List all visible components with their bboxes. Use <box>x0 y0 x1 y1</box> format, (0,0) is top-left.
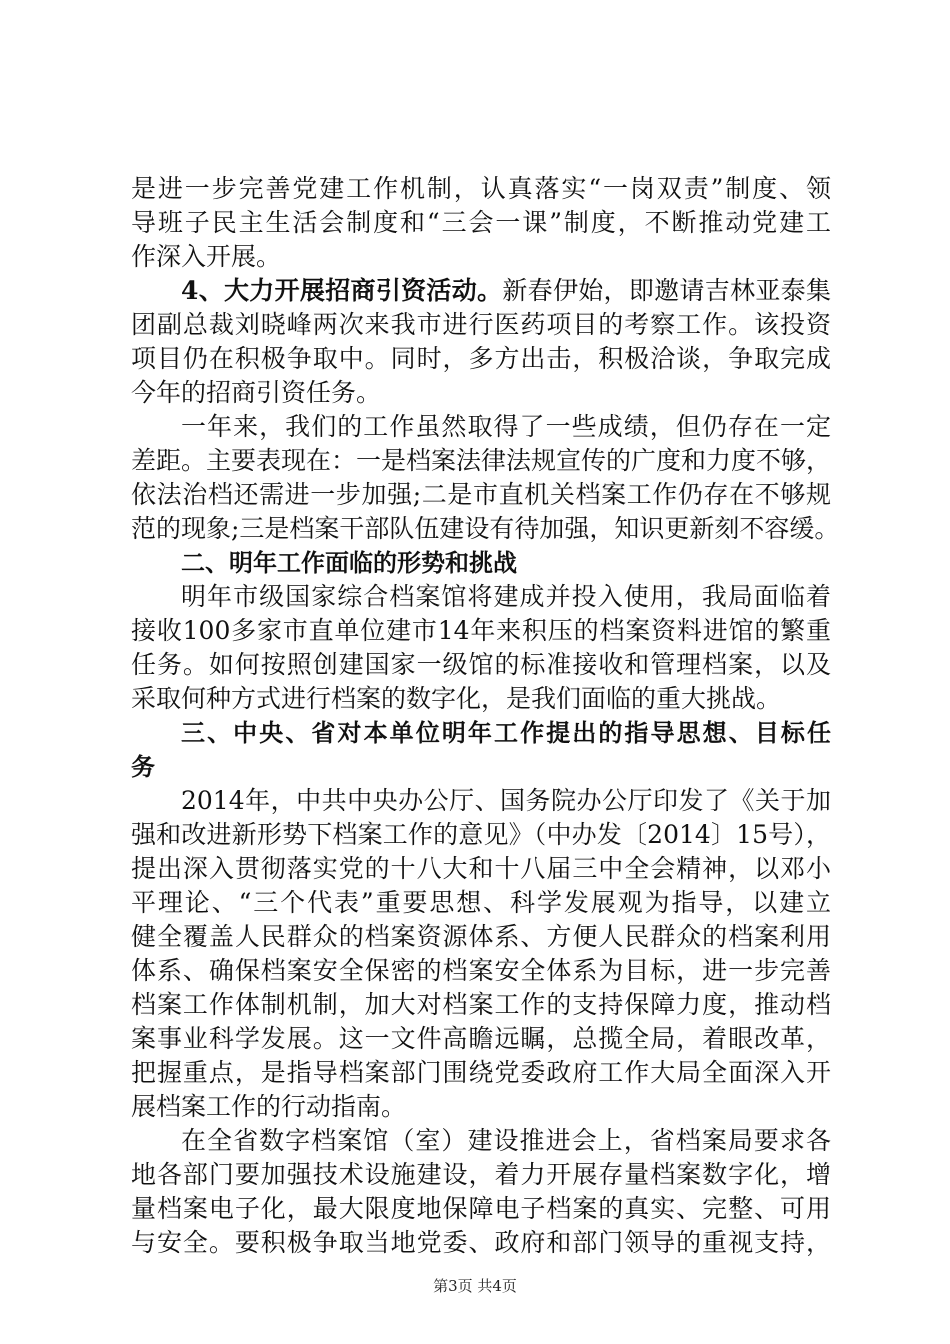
text-line: 依法治档还需进一步加强;二是市直机关档案工作仍存在不够规 <box>131 480 831 509</box>
text-line: 强和改进新形势下档案工作的意见》（中办发〔2014〕15号）， <box>131 820 831 849</box>
section-heading-challenges: 二、明年工作面临的形势和挑战 <box>181 549 517 577</box>
text-line: 采取何种方式进行档案的数字化，是我们面临的重大挑战。 <box>131 684 782 713</box>
document-body <box>131 172 840 1260</box>
text-line: 团副总裁刘晓峰两次来我市进行医药项目的考察工作。该投资 <box>131 310 831 339</box>
paragraph-lead: 4、大力开展招商引资活动。 <box>181 276 503 305</box>
text-line: 提出深入贯彻落实党的十八大和十八届三中全会精神，以邓小 <box>131 854 831 883</box>
text-line: 在全省数字档案馆（室）建设推进会上，省档案局要求各 <box>181 1126 831 1155</box>
text-line: 案事业科学发展。这一文件高瞻远瞩，总揽全局，着眼改革， <box>131 1024 831 1053</box>
paragraph-provincial-requirements <box>131 1124 831 1260</box>
text-line: 展档案工作的行动指南。 <box>131 1092 407 1121</box>
text-line: 差距。主要表现在：一是档案法律法规宣传的广度和力度不够， <box>131 446 832 475</box>
text-line: 范的现象;三是档案干部队伍建设有待加强，知识更新刻不容缓。 <box>131 514 840 543</box>
text-line: 量档案电子化，最大限度地保障电子档案的真实、完整、可用 <box>131 1194 831 1223</box>
text-segment: 新春伊始，即邀请吉林亚泰集 <box>502 276 831 305</box>
page-footer: 第3页 共4页 <box>433 1277 517 1295</box>
text-line: 平理论、“三个代表”重要思想、科学发展观为指导，以建立 <box>131 888 831 917</box>
paragraph-challenges <box>131 580 831 716</box>
text-line: 一年来，我们的工作虽然取得了一些成绩，但仍存在一定 <box>181 412 831 441</box>
paragraph-party-building <box>131 172 831 274</box>
text-line: 接收100多家市直单位建市14年来积压的档案资料进馆的繁重 <box>131 616 831 645</box>
heading-line: 三、中央、省对本单位明年工作提出的指导思想、目标任 <box>181 719 831 747</box>
text-line: 体系、确保档案安全保密的档案安全体系为目标，进一步完善 <box>131 956 831 985</box>
text-line: 把握重点，是指导档案部门围绕党委政府工作大局全面深入开 <box>131 1058 831 1087</box>
text-line: 导班子民主生活会制度和“三会一课”制度，不断推动党建工 <box>131 208 831 237</box>
text-line: 是进一步完善党建工作机制，认真落实“一岗双责”制度、领 <box>131 174 831 203</box>
text-line: 2014年，中共中央办公厅、国务院办公厅印发了《关于加 <box>181 786 831 815</box>
text-line: 明年市级国家综合档案馆将建成并投入使用，我局面临着 <box>181 582 831 611</box>
text-line: 地各部门要加强技术设施建设，着力开展存量档案数字化，增 <box>131 1160 831 1189</box>
text-line: 任务。如何按照创建国家一级馆的标准接收和管理档案，以及 <box>131 650 831 679</box>
text-line: 档案工作体制机制，加大对档案工作的支持保障力度，推动档 <box>131 990 831 1019</box>
text-line: 与安全。要积极争取当地党委、政府和部门领导的重视支持， <box>131 1228 831 1257</box>
paragraph-central-guidance <box>131 784 831 1124</box>
text-line: 健全覆盖人民群众的档案资源体系、方便人民群众的档案利用 <box>131 922 831 951</box>
paragraph-investment <box>131 274 831 410</box>
heading-line: 务 <box>131 753 155 781</box>
paragraph-shortcomings <box>131 410 840 546</box>
text-line: 作深入开展。 <box>131 242 282 271</box>
text-line: 项目仍在积极争取中。同时，多方出击，积极洽谈，争取完成 <box>131 344 831 373</box>
text-line <box>131 274 831 308</box>
section-heading-guidance <box>131 716 831 784</box>
text-line: 今年的招商引资任务。 <box>131 378 382 407</box>
